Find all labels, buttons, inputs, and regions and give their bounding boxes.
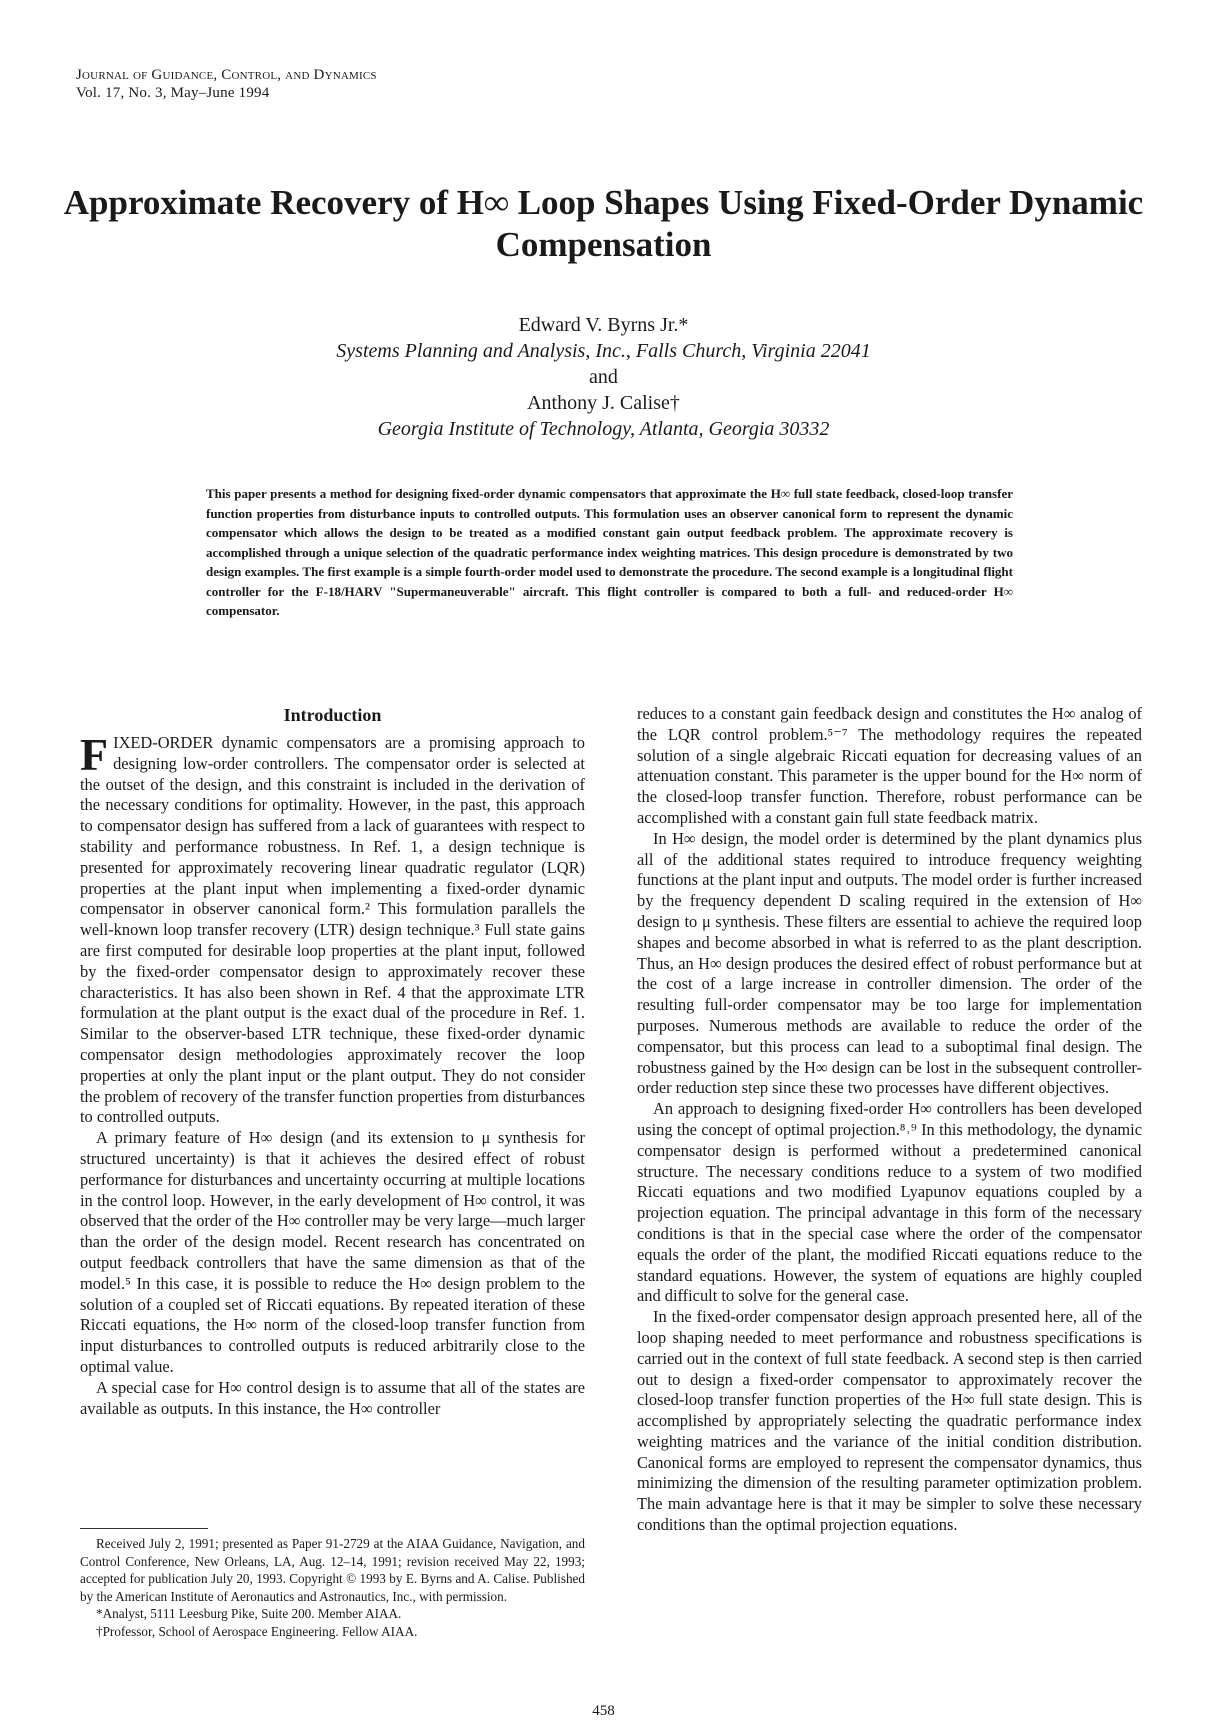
drop-cap: F bbox=[80, 729, 109, 780]
footnotes bbox=[80, 1528, 585, 1641]
journal-issue: Vol. 17, No. 3, May–June 1994 bbox=[76, 85, 270, 101]
left-column bbox=[80, 704, 585, 1419]
author-affiliation: Systems Planning and Analysis, Inc., Falls Church, Virginia 22041 bbox=[336, 340, 871, 362]
author-block bbox=[60, 312, 1147, 442]
footnote: †Professor, School of Aerospace Engineering. Fellow AIAA. bbox=[96, 1623, 418, 1639]
paragraph: A primary feature of H∞ design (and its extension to μ synthesis for structured uncertainty) is that it achieves the desired effect of robust performance for disturbances and uncertainty occurring at multiple locations in the control loop. However, in the early development of H∞ control, it was observed that the order of the H∞ controller may be very large—much larger than the order of the design model. Recent research has concentrated on output feedback controllers that have the same dimension as that of the model.⁵ In this case, it is possible to reduce the H∞ design problem to the solution of a coupled set of Riccati equations. By repeated iteration of these Riccati equations, the H∞ norm of the closed-loop transfer function from input disturbances to controlled outputs is reduced arbitrarily close to the optimal value. bbox=[80, 1128, 585, 1376]
section-heading: Introduction bbox=[283, 705, 382, 725]
paragraph: An approach to designing fixed-order H∞ controllers has been developed using the concept of optimal projection.⁸˒⁹ In this methodology, the dynamic compensator design is performed without a predetermined canonical structure. The necessary conditions reduce to a system of two modified Riccati equations and two modified Lyapunov equations coupled by a projection equation. The principal advantage in this form of the necessary conditions is that in the special case where the order of the compensator equals the order of the plant, the modified Riccati equations reduce to the standard equations. However, the system of equations are highly coupled and difficult to solve for the general case. bbox=[637, 1099, 1142, 1306]
paragraph: A special case for H∞ control design is to assume that all of the states are available as outputs. In this instance, the H∞ controller bbox=[80, 1377, 585, 1418]
author-separator: and bbox=[589, 366, 618, 388]
journal-header bbox=[76, 66, 377, 102]
paragraph: reduces to a constant gain feedback design and constitutes the H∞ analog of the LQR control problem.⁵⁻⁷ The methodology requires the repeated solution of a single algebraic Riccati equation for decreasing values of an attenuation constant. This parameter is the upper bound for the H∞ norm of the closed-loop transfer function. Therefore, robust performance can be accomplished with a constant gain full state feedback matrix. bbox=[637, 704, 1142, 827]
first-word: IXED-ORDER bbox=[113, 733, 214, 752]
paragraph: In the fixed-order compensator design approach presented here, all of the loop shaping needed to meet performance and robustness specifications is carried out in the context of full state feedback. A second step is then carried out to design a fixed-order compensator to approximately recover the closed-loop transfer function properties of the H∞ full state design. This is accomplished by appropriately selecting the quadratic performance index weighting matrices and the variance of the initial condition distribution. Canonical forms are employed to represent the compensator dynamics, thus minimizing the dimension of the resulting parameter optimization problem. The main advantage here is that it may be simpler to solve these necessary conditions than the optimal projection equations. bbox=[637, 1307, 1142, 1535]
paragraph-text: dynamic compensators are a promising approach to designing low-order controllers. The compensator order is selected at the outset of the design, and this constraint is included in the derivation of the necessary conditions for optimality. However, in the past, this approach to compensator design has suffered from a lack of guarantees with respect to stability and performance robustness. In Ref. 1, a design technique is presented for approximately recovering linear quadratic regulator (LQR) properties at the plant input when implementing a fixed-order dynamic compensator in observer canonical form.² This formulation parallels the well-known loop transfer recovery (LTR) design technique.³ Full state gains are first computed for desirable loop properties at the plant input, followed by the fixed-order compensator design to approximately recover these characteristics. It has also been shown in Ref. 4 that the approximate LTR formulation at the plant output is the exact dual of the procedure in Ref. 1. Similar to the observer-based LTR technique, these fixed-order dynamic compensator design methodologies approximately recover the loop properties at only the plant input or the plant output. They do not consider the problem of recovery of the transfer function properties from disturbances to controlled outputs. bbox=[80, 733, 585, 1127]
footnote: Received July 2, 1991; presented as Paper 91-2729 at the AIAA Guidance, Navigation, and Control Conference, New Orleans, LA, Aug. 12–14, 1991; revision received May 22, 1993; accepted for publication July 20, 1993. Copyright © 1993 by E. Byrns and A. Calise. Published by the American Institute of Aeronautics and Astronautics, Inc., with permission. bbox=[80, 1536, 585, 1604]
author-name: Edward V. Byrns Jr.* bbox=[518, 314, 689, 336]
paper-title: Approximate Recovery of H∞ Loop Shapes Using Fixed-Order Dynamic Compensation bbox=[63, 183, 1144, 264]
footnote-rule bbox=[80, 1528, 208, 1529]
page-number: 458 bbox=[592, 1703, 615, 1719]
right-column bbox=[637, 704, 1142, 1536]
footnote: *Analyst, 5111 Leesburg Pike, Suite 200. Member AIAA. bbox=[96, 1606, 402, 1622]
paragraph: In H∞ design, the model order is determined by the plant dynamics plus all of the additional states required to introduce frequency weighting functions at the plant input and outputs. The model order is further increased by the frequency dependent D scaling required in the extension of H∞ design to μ synthesis. These filters are essential to achieve the required loop shapes and become absorbed in what is referred to as the plant description. Thus, an H∞ design produces the desired effect of robust performance but at the cost of a large increase in controller dimension. The order of the resulting full-order compensator may be too large for implementation purposes. Numerous methods are available to reduce the order of the compensator, but this process can lead to a suboptimal final design. The robustness gained by the H∞ design can be lost in the subsequent controller-order reduction step since these two processes have different objectives. bbox=[637, 828, 1142, 1098]
abstract: This paper presents a method for designing fixed-order dynamic compensators that approximate the H∞ full state feedback, closed-loop transfer function properties from disturbance inputs to controlled outputs. This formulation uses an observer canonical form to represent the dynamic compensator which allows the design to be treated as a modified constant gain output feedback problem. The approximate recovery is accomplished through a unique selection of the quadratic performance index weighting matrices. This design procedure is demonstrated by two design examples. The first example is a simple fourth-order model used to demonstrate the procedure. The second example is a longitudinal flight controller for the F-18/HARV "Supermaneuverable" aircraft. This flight controller is compared to both a full- and reduced-order H∞ compensator. bbox=[206, 486, 1013, 618]
journal-name: Journal of Guidance, Control, and Dynamics bbox=[76, 67, 377, 83]
author-name: Anthony J. Calise† bbox=[527, 392, 680, 414]
author-affiliation: Georgia Institute of Technology, Atlanta, Georgia 30332 bbox=[377, 418, 830, 440]
paragraph bbox=[80, 729, 585, 1128]
